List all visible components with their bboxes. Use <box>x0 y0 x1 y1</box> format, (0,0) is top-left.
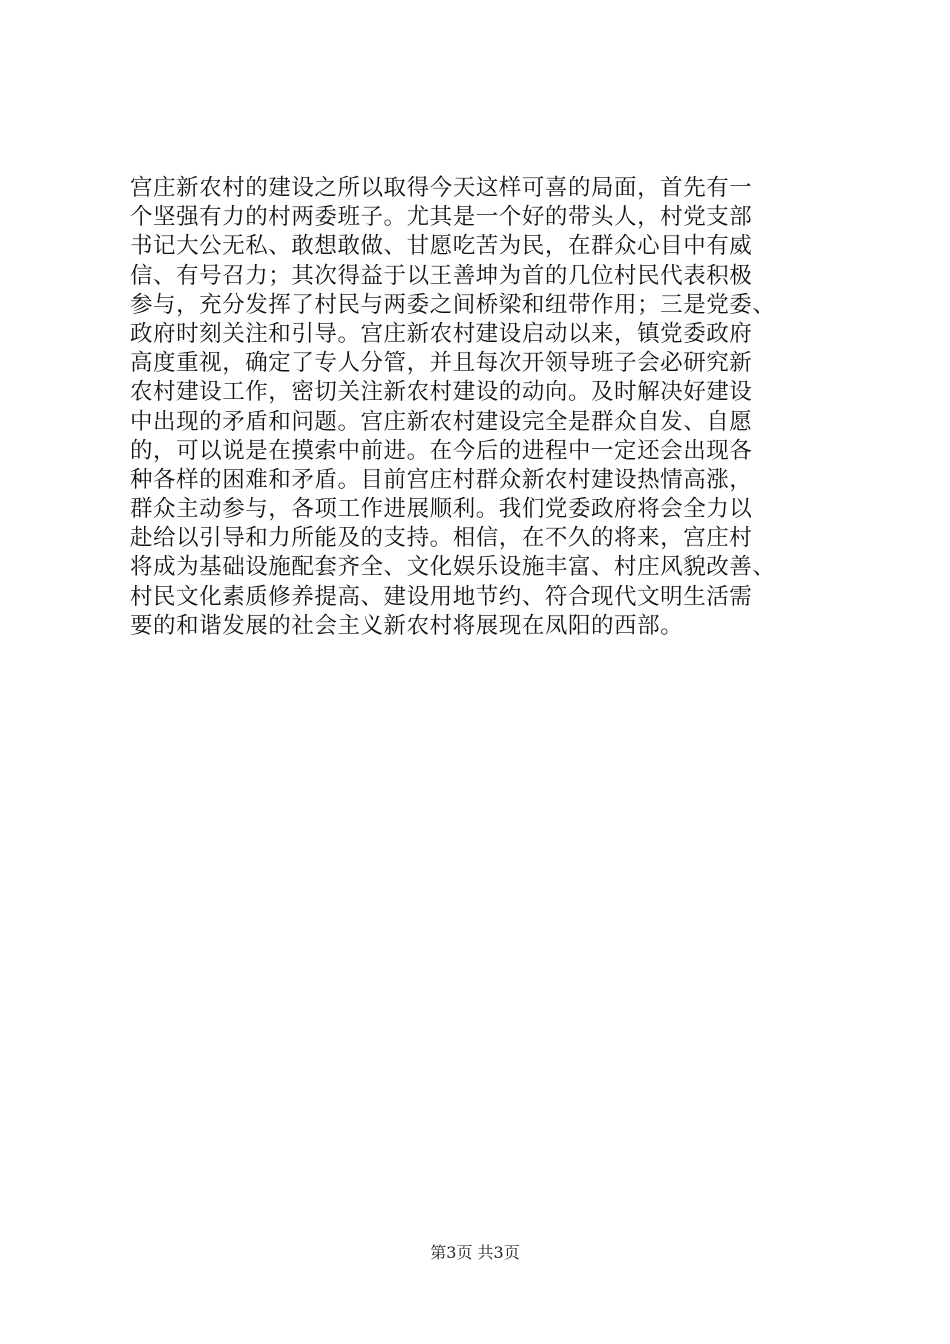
paragraph-line: 宫庄新农村的建设之所以取得今天这样可喜的局面，首先有一 <box>130 175 753 201</box>
paragraph-line: 书记大公无私、敢想敢做、甘愿吃苦为民，在群众心目中有威 <box>130 233 753 260</box>
page-number-footer: 第3页 共3页 <box>430 1243 520 1262</box>
paragraph-line: 种各样的困难和矛盾。目前宫庄村群众新农村建设热情高涨， <box>130 466 753 493</box>
paragraph-line: 要的和谐发展的社会主义新农村将展现在凤阳的西部。 <box>130 612 684 639</box>
paragraph-line: 中出现的矛盾和问题。宫庄新农村建设完全是群众自发、自愿 <box>130 408 753 435</box>
paragraph-line: 农村建设工作，密切关注新农村建设的动向。及时解决好建设 <box>130 379 753 406</box>
paragraph-line: 将成为基础设施配套齐全、文化娱乐设施丰富、村庄风貌改善、 <box>130 554 776 581</box>
paragraph-line: 群众主动参与，各项工作进展顺利。我们党委政府将会全力以 <box>130 496 753 523</box>
paragraph-line: 的，可以说是在摸索中前进。在今后的进程中一定还会出现各 <box>130 437 753 464</box>
paragraph-line: 村民文化素质修养提高、建设用地节约、符合现代文明生活需 <box>130 583 753 610</box>
paragraph-line: 高度重视，确定了专人分管，并且每次开领导班子会必研究新 <box>130 350 753 377</box>
paragraph-line: 参与，充分发挥了村民与两委之间桥梁和纽带作用；三是党委、 <box>130 291 776 318</box>
paragraph-line: 赴给以引导和力所能及的支持。相信，在不久的将来，宫庄村 <box>130 525 753 552</box>
paragraph-line: 政府时刻关注和引导。宫庄新农村建设启动以来，镇党委政府 <box>130 320 753 347</box>
paragraph-line: 个坚强有力的村两委班子。尤其是一个好的带头人，村党支部 <box>130 204 753 231</box>
body-paragraph <box>130 174 850 641</box>
paragraph-line: 信、有号召力；其次得益于以王善坤为首的几位村民代表积极 <box>130 262 753 289</box>
